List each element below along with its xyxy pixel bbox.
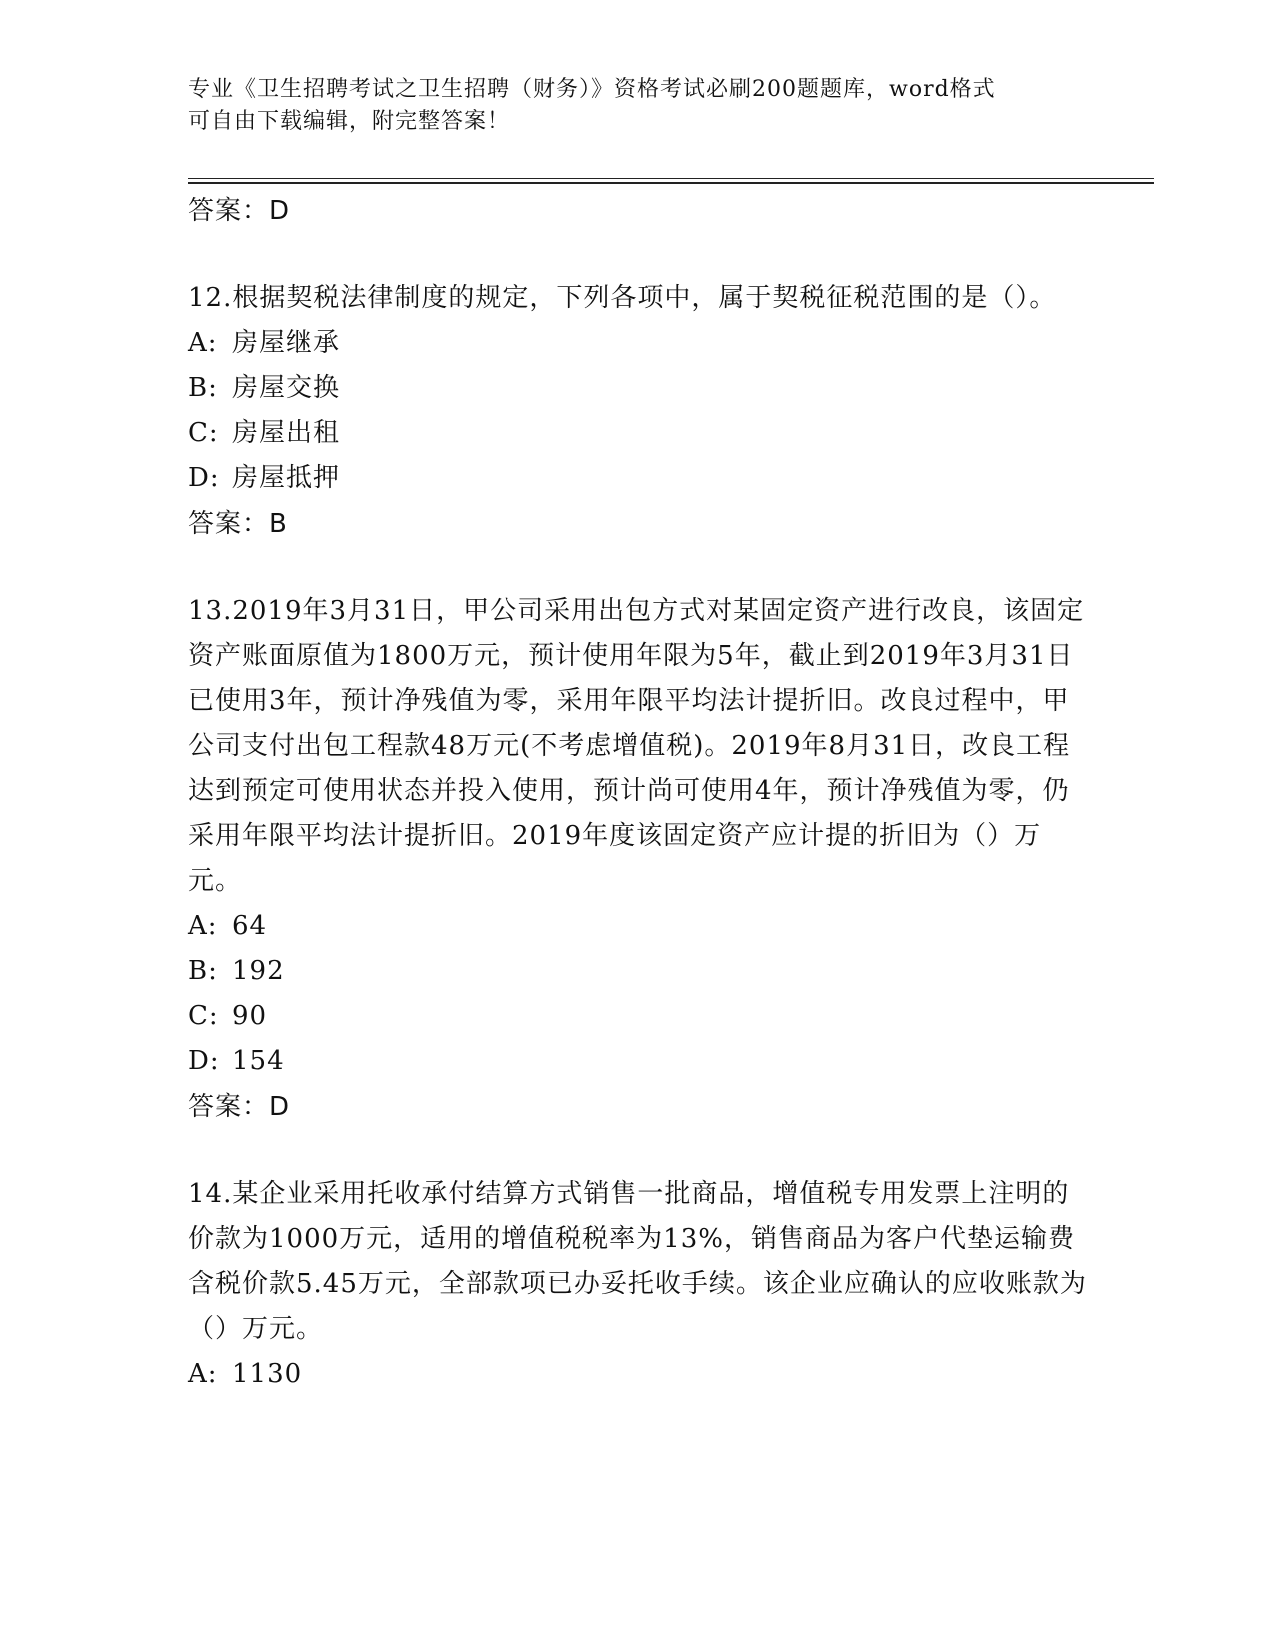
option-letter: A: xyxy=(188,911,218,941)
option-a xyxy=(188,321,1088,366)
option-letter: D: xyxy=(188,1046,220,1076)
option-text: 64 xyxy=(232,911,268,941)
header-line-1: 专业《卫生招聘考试之卫生招聘（财务）》资格考试必刷200题题库，word格式 xyxy=(188,77,996,102)
option-text: 90 xyxy=(232,1001,268,1031)
option-text: 1130 xyxy=(232,1359,303,1389)
option-text: 房屋继承 xyxy=(232,328,341,358)
question-text: 12.根据契税法律制度的规定，下列各项中，属于契税征税范围的是（）。 xyxy=(188,283,1057,313)
option-a xyxy=(188,1352,1088,1397)
header-line-2: 可自由下载编辑，附完整答案！ xyxy=(188,109,511,134)
answer-line: 答案：D xyxy=(188,1092,291,1122)
option-c xyxy=(188,411,1088,456)
option-letter: A: xyxy=(188,328,218,358)
option-letter: B: xyxy=(188,956,218,986)
option-d xyxy=(188,1039,1088,1084)
question-text: 13.2019年3月31日，甲公司采用出包方式对某固定资产进行改良，该固定资产账面原值为1800万元，预计使用年限为5年，截止到2019年3月31日已使用3年，预计净残值为零，采用年限平均法计提折旧。改良过程中，甲公司支付出包工程款48万元(不考虑增值税)。2019年8月31日，改良工程达到预定可使用状态并投入使用，预计尚可使用4年，预计净残值为零，仍采用年限平均法计提折旧。2019年度该固定资产应计提的折旧为（）万元。 xyxy=(188,596,1085,896)
question-text: 14.某企业采用托收承付结算方式销售一批商品，增值税专用发票上注明的价款为1000万元，适用的增值税税率为13%，销售商品为客户代垫运输费含税价款5.45万元，全部款项已办妥托收手续。该企业应确认的应收账款为（）万元。 xyxy=(188,1179,1087,1344)
option-a xyxy=(188,904,1088,949)
option-text: 192 xyxy=(232,956,285,986)
header-divider-thick xyxy=(188,182,1154,184)
option-letter: D: xyxy=(188,463,220,493)
option-letter: C: xyxy=(188,418,219,448)
option-letter: B: xyxy=(188,373,218,403)
option-text: 房屋出租 xyxy=(232,418,341,448)
question-block xyxy=(188,276,1088,547)
header-divider-thin xyxy=(188,178,1154,179)
answer-line: 答案：B xyxy=(188,509,288,539)
option-text: 房屋交换 xyxy=(232,373,341,403)
answer-line: 答案：D xyxy=(188,196,291,226)
option-text: 154 xyxy=(232,1046,285,1076)
option-letter: C: xyxy=(188,1001,219,1031)
question-block xyxy=(188,1172,1088,1397)
document-header xyxy=(188,74,1088,138)
option-d xyxy=(188,456,1088,501)
option-letter: A: xyxy=(188,1359,218,1389)
option-b xyxy=(188,366,1088,411)
question-block xyxy=(188,589,1088,1130)
question-list xyxy=(188,188,1088,1397)
option-text: 房屋抵押 xyxy=(232,463,341,493)
option-c xyxy=(188,994,1088,1039)
option-b xyxy=(188,949,1088,994)
